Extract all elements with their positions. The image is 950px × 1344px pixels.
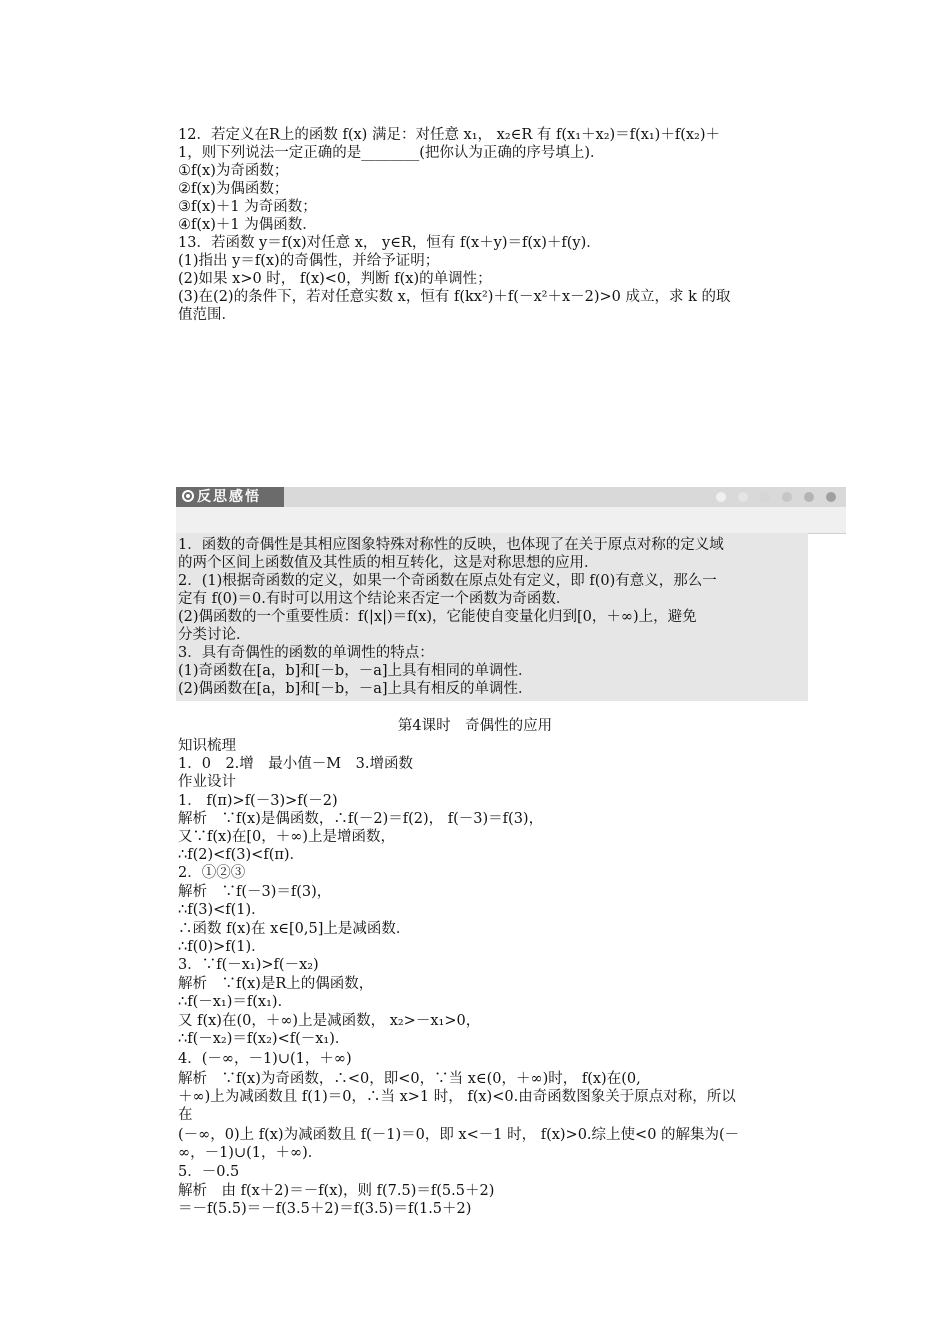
answer-line: 解析 ∵f(x)是偶函数，∴f(－2)＝f(2)， f(－3)＝f(3)，: [178, 811, 544, 827]
decorative-dot: [826, 492, 836, 502]
answer-line: ＝－f(5.5)＝－f(3.5＋2)＝f(3.5)＝f(1.5＋2): [178, 1201, 472, 1217]
answer-line: ∴f(－x₁)＝f(x₁)．: [178, 994, 293, 1010]
answer-line: 1． f(π)>f(－3)>f(－2): [178, 793, 338, 809]
problem-13-part-2: (2)如果 x>0 时， f(x)<0，判断 f(x)的单调性；: [178, 271, 492, 287]
problem-13-part-1: (1)指出 y＝f(x)的奇偶性，并给予证明；: [178, 253, 440, 269]
answers-heading: 第4课时 奇偶性的应用: [397, 718, 553, 734]
problem-12-line-1: 12．若定义在R上的函数 f(x) 满足：对任意 x₁， x₂∈R 有 f(x₁＋x₂)＝f(x₁)＋f(x₂)＋: [178, 127, 721, 143]
answer-line: 解析 由 f(x＋2)＝－f(x)，则 f(7.5)＝f(5.5＋2): [178, 1183, 495, 1199]
answer-line: 解析 ∵f(x)为奇函数，∴<0，即<0，∵当 x∈(0，＋∞)时， f(x)在(0,: [178, 1071, 641, 1087]
target-icon: [182, 490, 194, 502]
problem-12-option-3: ③f(x)＋1 为奇函数；: [178, 199, 317, 215]
problem-12-option-1: ①f(x)为奇函数；: [178, 163, 289, 179]
answer-line: ＋∞)上为减函数且 f(1)＝0，∴当 x>1 时， f(x)<0.由奇函数图象关于原点对称，所以: [178, 1089, 736, 1105]
answer-line: ∞，－1)∪(1，＋∞)．: [178, 1145, 323, 1161]
decorative-dot: [782, 492, 792, 502]
decorative-dot: [804, 492, 814, 502]
answer-line: 知识梳理: [178, 738, 236, 754]
decorative-dot: [738, 492, 748, 502]
reflection-banner-title: 反思感悟: [197, 489, 261, 505]
problem-12-option-2: ②f(x)为偶函数；: [178, 181, 289, 197]
reflection-line: (2)偶函数的一个重要性质：f(|x|)＝f(x)，它能使自变量化归到[0，＋∞)上，避免: [178, 609, 697, 625]
decorative-dot: [716, 492, 726, 502]
problem-13-part-3-cont: 值范围．: [178, 307, 236, 323]
answer-line: (－∞，0)上 f(x)为减函数且 f(－1)＝0，即 x<－1 时， f(x)>0.综上使<0 的解集为(－: [178, 1127, 740, 1143]
answer-line: 5．－0.5: [178, 1164, 240, 1180]
problem-12-option-4: ④f(x)＋1 为偶函数．: [178, 217, 317, 233]
answer-line: 解析 ∵f(－3)＝f(3)，: [178, 884, 332, 900]
problem-12-line-2: 1，则下列说法一定正确的是________(把你认为正确的序号填上)．: [178, 145, 605, 161]
answer-line: ∴f(0)>f(1)．: [178, 939, 266, 955]
answer-line: ∴f(3)<f(1)．: [178, 902, 266, 918]
answer-line: 4．(－∞，－1)∪(1，＋∞): [178, 1051, 352, 1067]
answer-line: 在: [178, 1107, 193, 1123]
reflection-line: 定有 f(0)＝0.有时可以用这个结论来否定一个函数为奇函数．: [178, 591, 571, 607]
answer-line: ∴f(2)<f(3)<f(π)．: [178, 847, 305, 863]
reflection-line: 3．具有奇偶性的函数的单调性的特点：: [178, 645, 434, 661]
decorative-dot: [760, 492, 770, 502]
reflection-banner-underbar: [176, 507, 846, 534]
answer-line: 3．∵f(－x₁)>f(－x₂): [178, 957, 319, 973]
answer-line: 1．0 2.增 最小值－M 3.增函数: [178, 756, 413, 772]
reflection-line: 分类讨论．: [178, 627, 251, 643]
reflection-line: 1．函数的奇偶性是其相应图象特殊对称性的反映，也体现了在关于原点对称的定义域: [178, 537, 724, 553]
reflection-banner: [176, 487, 846, 507]
answer-line: ∴函数 f(x)在 x∈[0,5]上是减函数．: [178, 921, 411, 937]
answer-line: 又 f(x)在(0，＋∞)上是减函数， x₂>－x₁>0，: [178, 1013, 481, 1029]
reflection-line: 的两个区间上函数值及其性质的相互转化，这是对称思想的应用．: [178, 555, 599, 571]
answer-line: 2．①②③: [178, 865, 246, 881]
problem-13-statement: 13．若函数 y＝f(x)对任意 x， y∈R，恒有 f(x＋y)＝f(x)＋f(y)．: [178, 235, 601, 251]
reflection-line: (2)偶函数在[a，b]和[－b，－a]上具有相反的单调性．: [178, 681, 533, 697]
answer-line: ∴f(－x₂)＝f(x₂)<f(－x₁)．: [178, 1031, 350, 1047]
answer-line: 作业设计: [178, 774, 236, 790]
reflection-banner-label: [176, 487, 284, 507]
answer-line: 又∵f(x)在[0，＋∞)上是增函数，: [178, 829, 395, 845]
problem-13-part-3: (3)在(2)的条件下，若对任意实数 x，恒有 f(kx²)＋f(－x²＋x－2)>0 成立，求 k 的取: [178, 289, 731, 305]
reflection-line: (1)奇函数在[a，b]和[－b，－a]上具有相同的单调性．: [178, 663, 533, 679]
answer-line: 解析 ∵f(x)是R上的偶函数，: [178, 976, 374, 992]
reflection-line: 2．(1)根据奇函数的定义，如果一个奇函数在原点处有定义，即 f(0)有意义，那么一: [178, 573, 717, 589]
